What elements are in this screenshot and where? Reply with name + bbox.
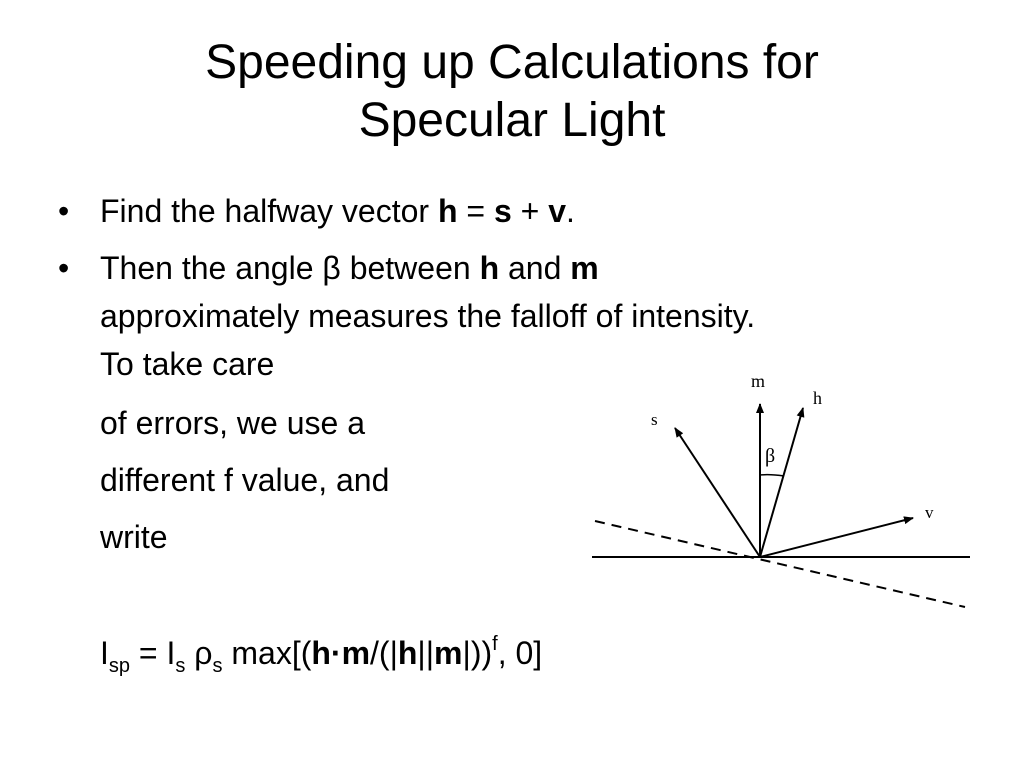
formula-close: |)) bbox=[462, 635, 493, 671]
formula-sub-s: s bbox=[175, 655, 186, 677]
vector-h-arrow bbox=[760, 408, 803, 557]
slide-title-line-1: Speeding up Calculations for bbox=[205, 36, 819, 89]
diagram-label-s: s bbox=[651, 410, 658, 429]
formula-rho: ρ bbox=[185, 635, 213, 671]
diagram-label-v: v bbox=[925, 503, 934, 522]
formula-sub-sp: sp bbox=[108, 655, 131, 677]
vector-m: m bbox=[570, 250, 599, 286]
bullet-2-prefix: Then the angle β between bbox=[100, 250, 480, 286]
formula-sup-f: f bbox=[492, 633, 498, 655]
bullet-marker: • bbox=[58, 193, 70, 229]
formula-h: h bbox=[311, 635, 331, 671]
slide-title-line-2: Specular Light bbox=[358, 94, 666, 147]
diagram-label-m: m bbox=[751, 371, 766, 391]
formula-tail: , 0] bbox=[497, 635, 543, 671]
vector-h: h bbox=[437, 193, 458, 229]
formula-dot: · bbox=[330, 635, 342, 671]
beta-angle-arc bbox=[760, 475, 784, 476]
plus-sign: + bbox=[511, 193, 549, 229]
vector-v-arrow bbox=[760, 518, 913, 557]
formula-div: /(| bbox=[370, 635, 398, 671]
formula-equals: = I bbox=[130, 635, 176, 671]
vector-v: v bbox=[548, 193, 567, 229]
diagram-label-beta: β bbox=[765, 445, 776, 467]
bullet-2-line-3: To take care bbox=[100, 346, 275, 382]
bullet-2-line-2: approximately measures the falloff of intensity. bbox=[100, 298, 756, 334]
vector-s-arrow bbox=[675, 428, 760, 557]
formula-h2: h bbox=[397, 635, 418, 671]
vector-h: h bbox=[479, 250, 500, 286]
equals-sign: = bbox=[457, 193, 494, 229]
period: . bbox=[566, 193, 575, 229]
formula-m: m bbox=[341, 635, 371, 671]
formula-intensity: I bbox=[100, 635, 109, 671]
diagram-label-h: h bbox=[813, 388, 822, 408]
paragraph-line-3: write bbox=[100, 519, 168, 555]
formula-bars: || bbox=[417, 635, 435, 671]
paragraph-line-1: of errors, we use a bbox=[100, 405, 365, 441]
bullet-1-prefix: Find the halfway vector bbox=[100, 193, 438, 229]
and-word: and bbox=[499, 250, 571, 286]
formula-max: max[( bbox=[222, 635, 312, 671]
formula-sub-s2: s bbox=[212, 655, 223, 677]
paragraph-line-2: different f value, and bbox=[100, 462, 390, 498]
bullet-marker: • bbox=[58, 250, 70, 286]
formula-m2: m bbox=[434, 635, 463, 671]
dashed-tangent-line bbox=[595, 521, 965, 607]
vector-s: s bbox=[493, 193, 512, 229]
